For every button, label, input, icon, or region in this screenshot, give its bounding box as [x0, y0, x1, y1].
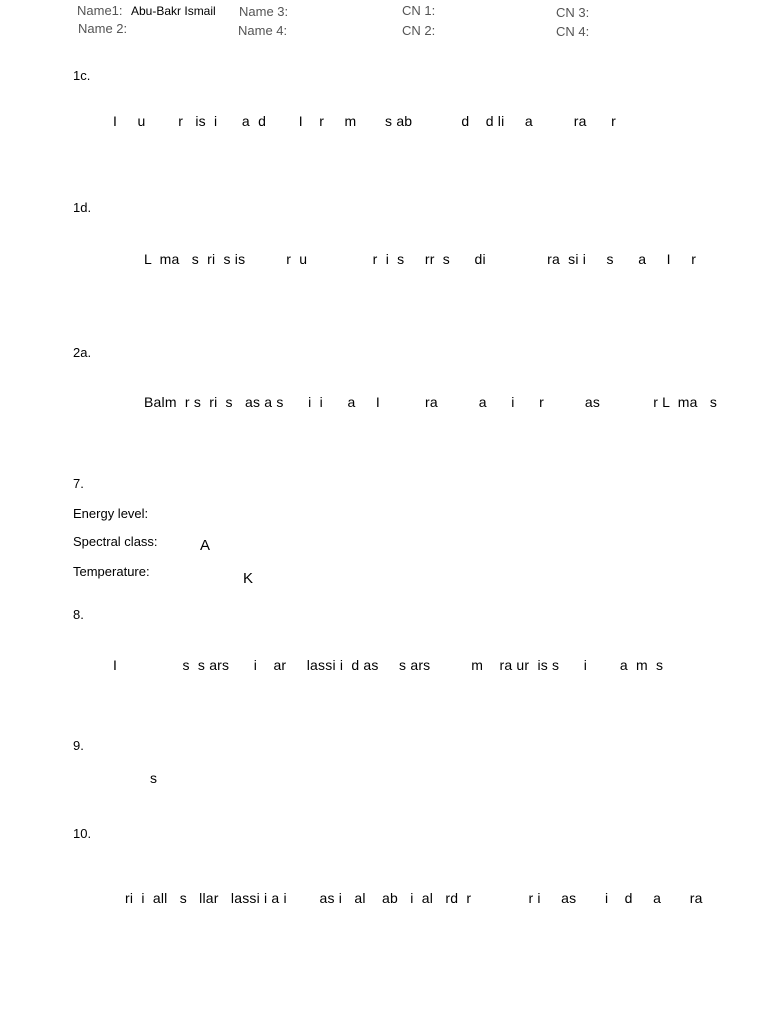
answer-8: I s s ars i ar lassi i d as s ars m ra ur is s i a m s [113, 657, 664, 673]
spectral-class-value: A [200, 537, 211, 554]
question-number-8: 8. [73, 607, 84, 622]
name2-label: Name 2: [78, 21, 128, 36]
answer-1d: L ma s ri s is r u r i s rr s di ra si i s a I r [144, 251, 697, 267]
temperature-value: K [243, 570, 254, 587]
question-number-1c: 1c. [73, 68, 91, 83]
cn1-label: CN 1: [402, 3, 436, 18]
question-number-9: 9. [73, 738, 84, 753]
name4-label: Name 4: [238, 23, 288, 38]
name1-value: Abu-Bakr Ismail [131, 4, 216, 18]
question-number-7: 7. [73, 476, 84, 491]
answer-2a: Balm r s ri s as a s i i a I ra a i r as r L ma s [144, 394, 718, 410]
name3-label: Name 3: [239, 4, 289, 19]
cn4-label: CN 4: [556, 24, 590, 39]
answer-9: s [150, 770, 158, 786]
cn2-label: CN 2: [402, 23, 436, 38]
question-number-2a: 2a. [73, 345, 92, 360]
temperature-label: Temperature: [73, 564, 150, 579]
spectral-class-label: Spectral class: [73, 534, 158, 549]
energy-level-label: Energy level: [73, 506, 149, 521]
question-number-1d: 1d. [73, 200, 92, 215]
answer-10: ri i all s llar lassi i a i as i al ab i al rd r r i as i d a ra [125, 890, 703, 906]
question-number-10: 10. [73, 826, 92, 841]
answer-1c: I u r is i a d I r m s ab d d li a ra r [113, 113, 616, 129]
name1-label: Name1: [77, 3, 123, 18]
cn3-label: CN 3: [556, 5, 590, 20]
